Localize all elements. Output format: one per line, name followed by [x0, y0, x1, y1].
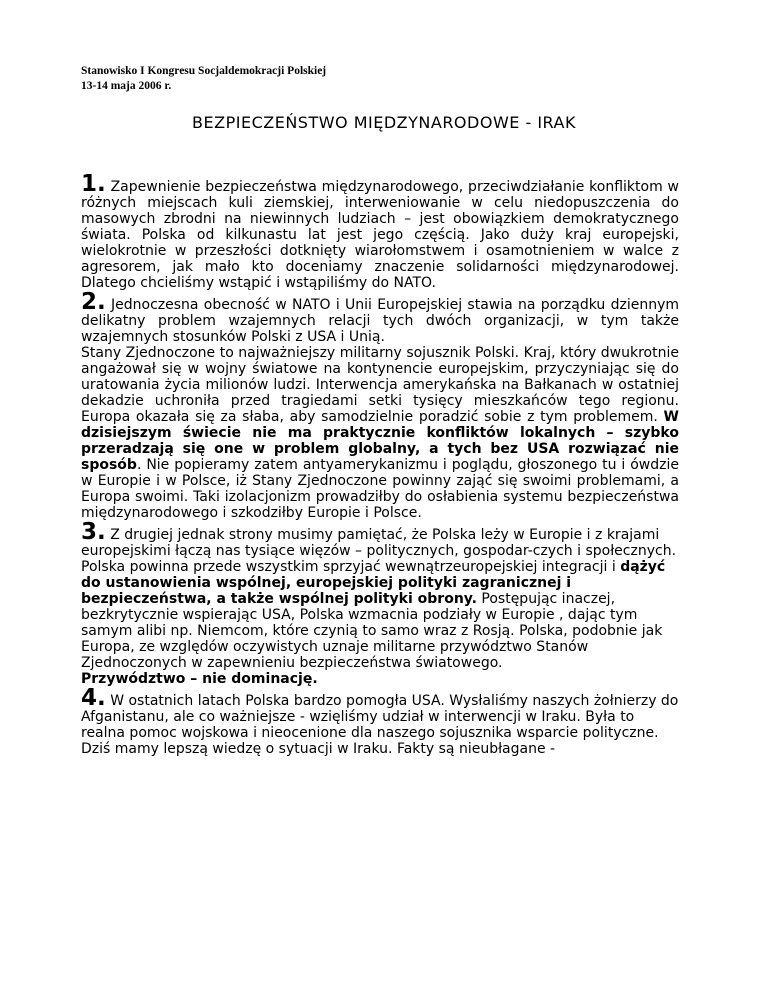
section-2-number: 2. — [81, 289, 106, 315]
document-body — [81, 166, 679, 757]
section-2-text: Jednoczesna obecność w NATO i Unii Europejskiej stawia na porządku dziennym delikatny problem wzajemnych relacji tych dwóch organizacji, w tym także wzajemnych stosunków Polski z USA i Unią. — [81, 297, 679, 345]
section-2-paragraph-2-text: Stany Zjednoczone to najważniejszy militarny sojusznik Polski. Kraj, który dwukrotnie angażował się w wojny światowe na kontynencie europejskim, przyczyniając się do uratowania życia milionów ludzi. Interwencja amerykańska na Bałkanach w ostatniej dekadzie uchroniła przed tragiedami setki tysięcy mieszkańców tego regionu. Europa okazała się za słaba, aby samodzielnie poradzić sobie z tym problemem. — [81, 345, 679, 425]
section-3-text: Z drugiej jednak strony musimy pamiętać, że Polska leży w Europie i z krajami europejskimi łączą nas tysiące więzów – politycznych, gospodar-czych i społecznych. Polska powinna przede wszystkim sprzyjać wewnątrzeuropejskiej integracji i — [81, 527, 677, 575]
document-header — [81, 64, 326, 94]
section-4-number: 4. — [81, 685, 106, 711]
section-4-paragraph-2-text: Dziś mamy lepszą wiedzę o sytuacji w Iraku. Fakty są nieubłagane - — [81, 741, 556, 757]
section-3-motto-text: Przywództwo – nie dominację. — [81, 671, 318, 687]
section-2-tail-text: . Nie popieramy zatem antyamerykanizmu i poglądu, głoszonego tu i ówdzie w Europie i w Polsce, iż Stany Zjednoczone powinny zająć się swoimi problemami, a Europa swoimi. Taki izolacjonizm prowadziłby do osłabienia systemu bezpieczeństwa międzynarodowego i szkodziłby Europie i Polsce. — [81, 457, 679, 521]
section-3 — [81, 519, 679, 671]
section-2 — [81, 289, 679, 345]
section-3-tail-text: Postępując inaczej, bezkrytycznie wspierając USA, Polska wzmacnia podziały w Europie , dając tym samym alibi np. Niemcom, które czynią to samo wraz z Rosją. Polska, podobnie jak Europa, ze względów oczywistych uznaje militarne przywództwo Stanów Zjednoczonych w zapewnieniu bezpieczeństwa światowego. — [81, 591, 663, 671]
section-4-paragraph-2 — [81, 741, 679, 757]
section-2-bold-statement: W dzisiejszym świecie nie ma praktycznie konfliktów lokalnych – szybko przeradzają się one w problem globalny, a tych bez USA rozwiązać nie sposób — [81, 409, 679, 473]
section-4 — [81, 685, 679, 741]
document-title: BEZPIECZEŃSTWO MIĘDZYNARODOWE - IRAK — [192, 113, 576, 132]
section-1-text: Zapewnienie bezpieczeństwa międzynarodowego, przeciwdziałanie konfliktom w różnych miejscach kuli ziemskiej, interweniowanie w celu niedopuszczenia do masowych zbrodni na niewinnych ludziach – jest obowiązkiem demokratycznego świata. Polska od kilkunastu lat jest jego częścią. Jako duży kraj europejski, wielokrotnie w przeszłości dotknięty wiarołomstwem i osamotnieniem w walce z agresorem, jak mało kto doceniamy znaczenie solidarności międzynarodowej. Dlatego chcieliśmy wstąpić i wstąpiliśmy do NATO. — [81, 179, 679, 291]
section-3-bold-statement: dążyć do ustanowienia wspólnej, europejskiej polityki zagranicznej i bezpieczeństwa, a także wspólnej polityki obrony. — [81, 559, 666, 607]
section-2-paragraph-2 — [81, 345, 679, 521]
section-1-number: 1. — [81, 171, 106, 197]
section-3-number: 3. — [81, 519, 106, 545]
section-4-text: W ostatnich latach Polska bardzo pomogła USA. Wysłaliśmy naszych żołnierzy do Afganistanu, ale co ważniejsze - wzięliśmy udział w interwencji w Iraku. Była to realna pomoc wojskowa i nieocenione dla naszego sojusznika wsparcie polityczne. — [81, 693, 679, 741]
section-3-motto — [81, 671, 679, 687]
header-date: 13-14 maja 2006 r. — [81, 80, 172, 92]
header-organization: Stanowisko I Kongresu Socjaldemokracji Polskiej — [81, 65, 327, 77]
section-1 — [81, 171, 679, 291]
